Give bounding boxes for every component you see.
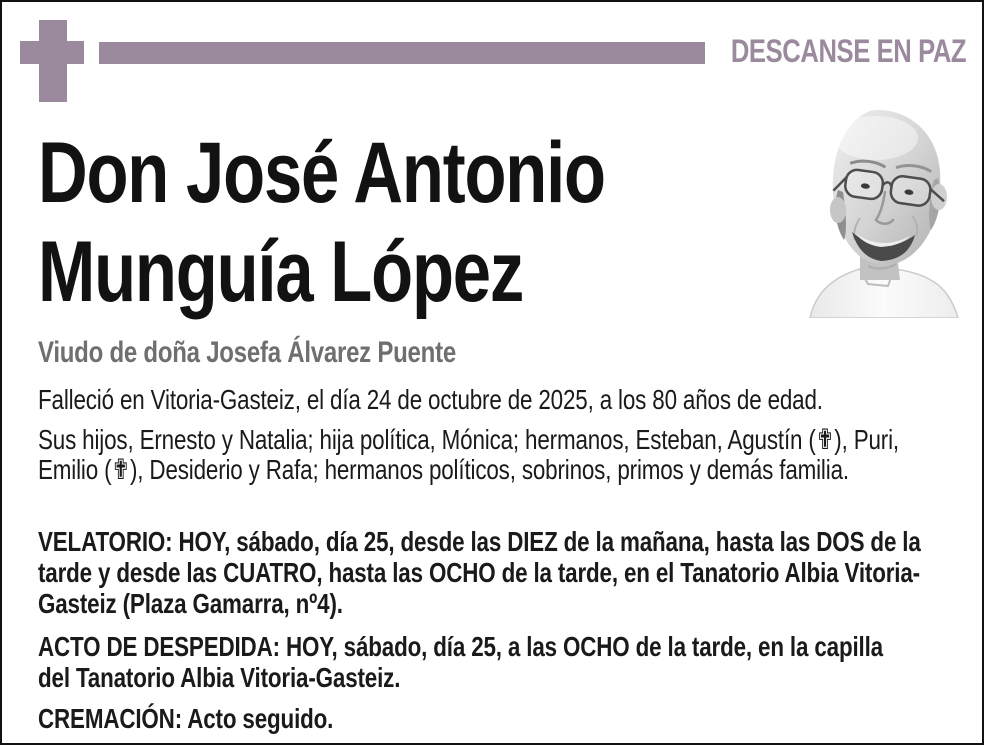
farewell-text: ACTO DE DESPEDIDA: HOY, sábado, día 25, a las OCHO de la tarde, en la capilla del Tanatorio Albia Vitoria-Gasteiz.: [38, 631, 883, 693]
deceased-name: [38, 124, 790, 322]
cross-horizontal-bar: [20, 41, 84, 64]
deceased-name-line-2: Munguía López: [38, 224, 524, 320]
header-rule: [99, 42, 705, 64]
wake-text: VELATORIO: HOY, sábado, día 25, desde las DIEZ de la mañana, hasta las DOS de la tarde y desde las CUATRO, hasta las OCHO de la tarde, en el Tanatorio Albia Vitoria-Gasteiz (Plaza Gamarra, nº4).: [38, 526, 921, 619]
latin-cross-icon: [20, 20, 84, 102]
rest-in-peace-label: DESCANSE EN PAZ: [730, 33, 966, 69]
relation-subtitle: Viudo de doña Josefa Álvarez Puente: [38, 336, 456, 369]
portrait-photo-illustration: [788, 98, 966, 318]
deceased-name-line-1: Don José Antonio: [38, 125, 605, 221]
cremation-text: CREMACIÓN: Acto seguido.: [38, 703, 334, 734]
death-notice-text: Falleció en Vitoria-Gasteiz, el día 24 de octubre de 2025, a los 80 años de edad.: [38, 384, 823, 415]
portrait-photo: [788, 98, 966, 318]
family-text: Sus hijos, Ernesto y Natalia; hija política, Mónica; hermanos, Esteban, Agustín (✟), Puri, Emilio (✟), Desiderio y Rafa; hermanos políticos, sobrinos, primos y demás familia.: [38, 424, 899, 485]
